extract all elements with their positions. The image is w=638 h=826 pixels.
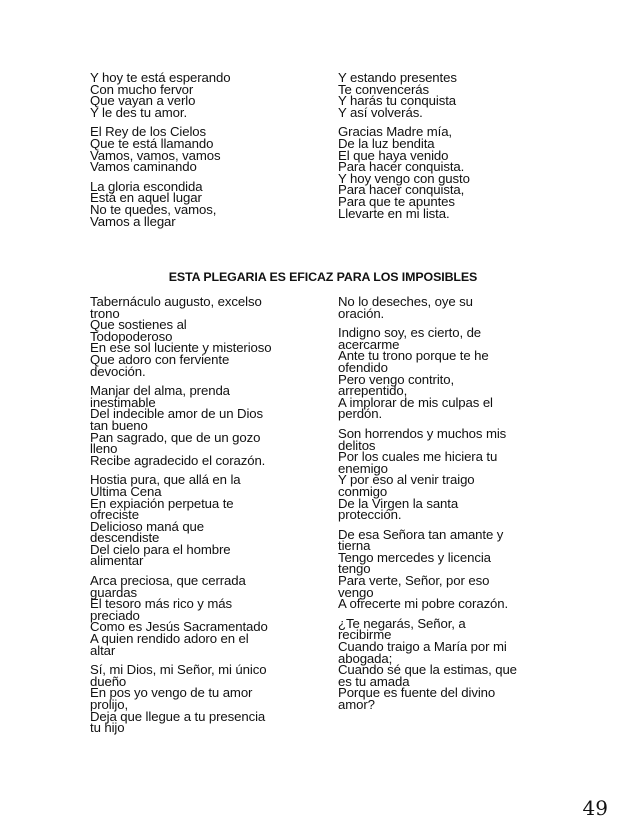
verse-line: ofreciste [90, 507, 139, 523]
verse-line: Y harás tu conquista [338, 93, 456, 109]
verse-line: Que sostienes al [90, 317, 187, 333]
verse-line: Por los cuales me hiciera tu [338, 449, 498, 465]
verse-line: tierna [338, 538, 371, 554]
verse-line: preciado [90, 607, 140, 623]
stanza [338, 72, 560, 118]
verse-line: No lo deseches, oye su [338, 294, 473, 309]
verse-line: enemigo [338, 460, 388, 476]
verse-line: Para verte, Señor, por eso [338, 573, 490, 589]
verse-line: A ofrecerte mi pobre corazón. [338, 596, 509, 612]
verse-line: Y así volverás. [338, 104, 423, 120]
verse-line: abogada; [338, 650, 393, 666]
verse-line: Vamos caminando [90, 159, 197, 175]
verse-line: Llevarte en mi lista. [338, 205, 450, 221]
verse-line: vengo [338, 584, 374, 600]
verse-line: Son horrendos y muchos mis [338, 425, 507, 441]
verse-line: Pan sagrado, que de un gozo [90, 429, 261, 445]
verse-line: Con mucho fervor [90, 81, 194, 97]
verse-line: trono [90, 305, 120, 321]
section-heading-text: ESTA PLEGARIA ES EFICAZ PARA LOS IMPOSIBLES [168, 270, 478, 284]
verse-line: Y por eso al venir traigo [338, 472, 475, 488]
verse-line: conmigo [338, 483, 388, 499]
verse-line: Tabernáculo augusto, excelso [90, 294, 262, 309]
verse-line: Deja que llegue a tu presencia [90, 708, 266, 724]
verse-line: Delicioso maná que [90, 518, 205, 534]
verse-line: De la luz bendita [338, 135, 435, 151]
stanza [338, 526, 558, 612]
verse-line: Pero vengo contrito, [338, 371, 455, 387]
stanza [338, 425, 558, 523]
verse-line: ofendido [338, 359, 388, 375]
verse-line: Del indecible amor de un Dios [90, 406, 264, 422]
verse-line: prolijo, [90, 697, 129, 712]
verse-line: descendiste [90, 530, 160, 546]
verse-line: El que haya venido [338, 147, 449, 163]
verse-line: recibirme [338, 627, 392, 643]
verse-line: Que vayan a verlo [90, 93, 196, 109]
verse-line: Cuando traigo a María por mi [338, 639, 507, 655]
bottom-left-column [90, 296, 314, 742]
stanza [90, 72, 312, 118]
verse-line: arrepentido, [338, 383, 408, 399]
stanza [90, 296, 314, 377]
verse-line: Y hoy te está esperando [90, 70, 231, 85]
verse-line: Hostia pura, que allá en la [90, 472, 241, 488]
verse-line: tan bueno [90, 417, 148, 433]
verse-line: Que te está llamando [90, 135, 214, 151]
verse-line: Sí, mi Dios, mi Señor, mi único [90, 662, 267, 678]
verse-line: Todopoderoso [90, 328, 173, 344]
verse-line: es tu amada [338, 673, 410, 689]
verse-line: ¿Te negarás, Señor, a [338, 615, 466, 631]
verse-line: Para que te apuntes [338, 193, 455, 209]
verse-line: tu hijo [90, 720, 125, 736]
bottom-right-column [338, 296, 558, 719]
verse-line: En pos yo vengo de tu amor [90, 685, 253, 701]
stanza [338, 327, 558, 420]
top-right-column [338, 72, 560, 219]
verse-line: El tesoro más rico y más [90, 596, 232, 612]
verse-line: Arca preciosa, que cerrada [90, 573, 246, 589]
verse-line: Está en aquel lugar [90, 190, 202, 206]
verse-line: A implorar de mis culpas el [338, 394, 493, 410]
verse-line: Cuando sé que la estimas, que [338, 662, 517, 678]
verse-line: dueño [90, 673, 127, 689]
verse-line: Vamos, vamos, vamos [90, 147, 221, 163]
verse-line: Ultima Cena [90, 483, 162, 499]
verse-line: Recibe agradecido el corazón. [90, 452, 266, 468]
stanza [90, 474, 314, 567]
stanza [90, 664, 314, 734]
top-left-column [90, 72, 312, 235]
stanza [338, 615, 558, 712]
stanza [90, 124, 312, 175]
verse-line: altar [90, 642, 116, 658]
stanza [338, 126, 560, 219]
verse-line: acercarme [338, 336, 400, 352]
verse-line: lleno [90, 441, 118, 457]
verse-line: Y le des tu amor. [90, 104, 188, 120]
verse-line: La gloria escondida [90, 178, 203, 194]
stanza [90, 178, 312, 229]
verse-line: Del cielo para el hombre [90, 541, 231, 557]
verse-line: En expiación perpetua te [90, 495, 234, 511]
verse-line: El Rey de los Cielos [90, 124, 207, 140]
verse-line: perdón. [338, 406, 383, 422]
verse-line: devoción. [90, 363, 146, 379]
verse-line: Para hacer conquista. [338, 159, 465, 175]
verse-line: Gracias Madre mía, [338, 124, 452, 140]
verse-line: inestimable [90, 394, 156, 410]
verse-line: Y estando presentes [338, 70, 457, 85]
verse-line: En ese sol luciente y misterioso [90, 340, 272, 356]
verse-line: Vamos a llegar [90, 213, 176, 229]
verse-line: De la Virgen la santa [338, 495, 459, 511]
verse-line: oración. [338, 305, 385, 321]
verse-line: A quien rendido adoro en el [90, 631, 249, 647]
verse-line: protección. [338, 507, 402, 523]
verse-line: tengo [338, 561, 371, 577]
verse-line: Que adoro con ferviente [90, 351, 230, 367]
verse-line: Te convencerás [338, 81, 429, 97]
verse-line: delitos [338, 437, 376, 453]
verse-line: Como es Jesús Sacramentado [90, 619, 268, 635]
section-heading [0, 270, 638, 284]
verse-line: Tengo mercedes y licencia [338, 549, 491, 565]
verse-line: De esa Señora tan amante y [338, 526, 504, 542]
stanza [90, 385, 314, 466]
verse-line: guardas [90, 584, 137, 600]
stanza [90, 575, 314, 656]
verse-line: Manjar del alma, prenda [90, 383, 230, 399]
page-number: 49 [582, 796, 608, 820]
verse-line: Y hoy vengo con gusto [338, 170, 470, 186]
verse-line: Ante tu trono porque te he [338, 348, 489, 364]
verse-line: Indigno soy, es cierto, de [338, 325, 482, 341]
stanza [338, 296, 558, 319]
verse-line: alimentar [90, 553, 144, 569]
verse-line: Para hacer conquista, [338, 182, 465, 198]
verse-line: Porque es fuente del divino [338, 685, 496, 701]
verse-line: amor? [338, 697, 375, 712]
verse-line: No te quedes, vamos, [90, 201, 217, 217]
